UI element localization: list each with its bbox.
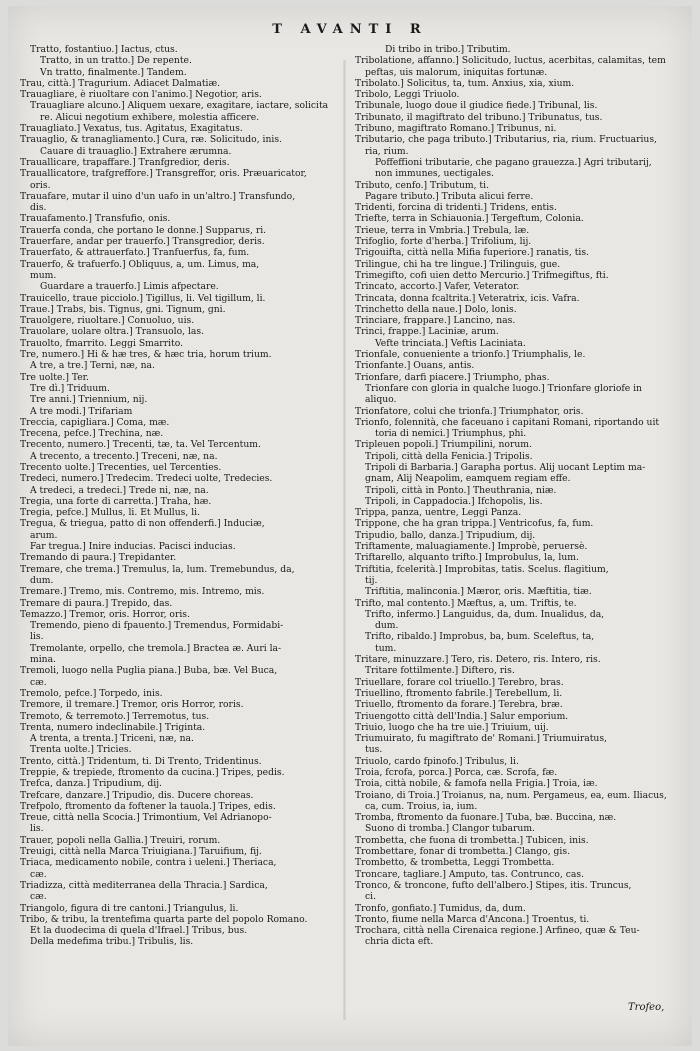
dictionary-line: Trecena, pefce.] Trechina, næ. — [20, 428, 164, 440]
dictionary-line: Triftitia, fcelerità.] Improbitas, tatis. Scelus. flagitium, — [355, 563, 609, 575]
dictionary-line: Tromba, ftromento da fuonare.] Tuba, bæ. Buccina, næ. — [355, 812, 617, 824]
dictionary-line: Triadizza, città mediterranea della Thracia.] Sardica, — [20, 879, 268, 891]
dictionary-line: Della medefima tribu.] Tribulis, lis. — [30, 936, 194, 948]
dictionary-line: Trombettare, fonar di trombetta.] Clango, gis. — [355, 846, 570, 858]
dictionary-line: Trombetto, & trombetta, Leggi Trombetta. — [355, 857, 555, 869]
dictionary-line: dis. — [30, 202, 47, 214]
dictionary-line: A trenta, a trenta.] Triceni, næ, na. — [30, 733, 194, 745]
dictionary-line: cæ. — [30, 676, 47, 688]
dictionary-line: Poffeffioni tributarie, che pagano grauezza.] Agri tributarij, — [375, 156, 652, 168]
dictionary-line: Trauerfa conda, che portano le donne.] Supparus, ri. — [20, 224, 267, 236]
dictionary-line: Trefpolo, ftromento da foftener la tauola.] Tripes, edis. — [20, 800, 276, 812]
dictionary-line: Temazzo.] Tremor, oris. Horror, oris. — [20, 608, 190, 620]
dictionary-line: Triuio, luogo che ha tre uie.] Triuium, uij. — [355, 721, 549, 733]
dictionary-line: Trauagliare, è riuoltare con l'animo.] Negotior, aris. — [20, 89, 262, 101]
dictionary-line: oris. — [30, 179, 51, 191]
dictionary-line: Trauagliato.] Vexatus, tus. Agitatus, Exagitatus. — [20, 123, 243, 135]
catchword: Trofeo, — [628, 1002, 665, 1013]
dictionary-line: Trauolare, uolare oltra.] Transuolo, las. — [20, 326, 205, 338]
dictionary-line: Triaca, medicamento nobile, contra i ueleni.] Theriaca, — [20, 857, 277, 869]
dictionary-line: Trauolgere, riuoltare.] Conuoluo, uis. — [20, 315, 195, 327]
dictionary-line: Trefcare, danzare.] Tripudio, dis. Ducere choreas. — [20, 789, 254, 801]
dictionary-line: Trionfare con gloria in qualche luogo.] Trionfare gloriofe in — [365, 382, 642, 394]
dictionary-line: Tripleuen popoli.] Triumpilini, norum. — [355, 439, 532, 451]
dictionary-line: dum. — [375, 620, 399, 632]
dictionary-line: Treuigi, città nella Marca Triuigiana.] Taruifium, fij. — [20, 846, 262, 858]
dictionary-line: Triumuirato, fu magiftrato de' Romani.] Triumuiratus, — [355, 733, 607, 745]
dictionary-line: Tremare, che trema.] Tremulus, la, lum. Tremebundus, da, — [20, 563, 295, 575]
dictionary-line: Trionfante.] Ouans, antis. — [355, 360, 475, 372]
dictionary-line: re. Alicui negotium exhibere, molestia afficere. — [40, 111, 260, 123]
dictionary-line: Tremoto, & terremoto.] Terremotus, tus. — [20, 710, 210, 722]
dictionary-line: Triuello, ftromento da forare.] Terebra, bræ. — [355, 699, 563, 711]
dictionary-line: Troncare, tagliare.] Amputo, tas. Contrunco, cas. — [355, 868, 585, 880]
dictionary-line: mina. — [30, 654, 56, 666]
dictionary-line: Troia, città nobile, & famofa nella Frigia.] Troia, iæ. — [355, 778, 598, 790]
right-column — [355, 44, 695, 948]
dictionary-line: Traue.] Trabs, bis. Tignus, gni. Tignum, gni. — [20, 303, 226, 315]
dictionary-line: Tributo, cenfo.] Tributum, ti. — [355, 179, 489, 191]
dictionary-line: Tribunale, luogo doue il giudice fiede.] Tribunal, lis. — [355, 100, 598, 112]
dictionary-line: Tronfo, gonfiato.] Tumidus, da, dum. — [355, 902, 526, 914]
dictionary-line: Trauerfo, & trafuerfo.] Obliquus, a, um. Limus, ma, — [20, 258, 260, 270]
dictionary-line: Tripoli di Barbaria.] Garapha portus. Alij uocant Leptim ma- — [365, 461, 646, 473]
dictionary-line: Troia, fcrofa, porca.] Porca, cæ. Scrofa, fæ. — [355, 767, 558, 778]
dictionary-line: Triftamente, maluagiamente.] Improbè, peruersè. — [355, 541, 588, 553]
dictionary-line: Trauerfare, andar per trauerfo.] Transgredior, deris. — [20, 236, 265, 248]
dictionary-line: Trifto, mal contento.] Mæftus, a, um. Triftis, te. — [355, 597, 577, 609]
dictionary-line: Trombetta, che fuona di trombetta.] Tubicen, inis. — [355, 834, 589, 846]
dictionary-line: Trenta, numero indeclinabile.] Triginta. — [20, 721, 206, 733]
dictionary-line: Vefte trinciata.] Veftis Laciniata. — [375, 337, 526, 349]
dictionary-line: arum. — [30, 529, 58, 541]
dictionary-line: Tripoli, in Cappadocia.] Ifchopolis, lis. — [365, 495, 543, 507]
dictionary-line: Trigouifta, città nella Mifia fuperiore.] ranatis, tis. — [355, 247, 589, 259]
dictionary-line: Trieue, terra in Vmbria.] Trebula, læ. — [355, 224, 530, 236]
dictionary-line: Tremendo, pieno di fpauento.] Tremendus, Formidabi- — [30, 620, 284, 632]
dictionary-line: ca, cum. Troius, ia, ium. — [365, 800, 478, 812]
dictionary-line: Trauer, popoli nella Gallia.] Treuiri, rorum. — [20, 834, 221, 846]
dictionary-line: Di tribo in tribo.] Tributim. — [385, 44, 511, 55]
dictionary-line: gnam, Alij Neapolim, eamquem regiam effe. — [365, 473, 571, 485]
dictionary-line: Tribunato, il magiftrato del tribuno.] Tribunatus, tus. — [355, 111, 603, 123]
dictionary-line: Tre anni.] Triennium, nij. — [30, 394, 148, 406]
dictionary-line: ci. — [365, 891, 377, 903]
dictionary-line: Tredeci, numero.] Tredecim. Tredeci uolte, Tredecies. — [20, 473, 273, 485]
dictionary-line: lis. — [30, 631, 44, 643]
dictionary-line: Tremore, il tremare.] Tremor, oris Horror, roris. — [20, 699, 244, 711]
dictionary-line: chria dicta eft. — [365, 936, 434, 948]
dictionary-line: cæ. — [30, 868, 47, 880]
dictionary-line: Tregia, pefce.] Mullus, li. Et Mullus, li. — [20, 507, 201, 519]
dictionary-line: Trifoglio, forte d'herba.] Trifolium, lij. — [355, 236, 532, 248]
dictionary-line: Tripoli, città in Ponto.] Theuthrania, niæ. — [365, 484, 557, 496]
dictionary-line: Trauafamento.] Transfufio, onis. — [20, 213, 171, 225]
dictionary-line: Trau, città.] Tragurium. Adiacet Dalmatiæ. — [20, 77, 221, 89]
dictionary-line: dum. — [30, 574, 54, 586]
dictionary-line: Tre dì.] Triduum. — [30, 382, 110, 394]
dictionary-line: Triefte, terra in Schiauonia.] Tergeftum, Colonia. — [355, 213, 584, 225]
dictionary-line: Suono di tromba.] Clangor tubarum. — [365, 823, 535, 835]
dictionary-line: Triuolo, cardo fpinofo.] Tribulus, li. — [355, 755, 519, 767]
dictionary-line: non immunes, uectigales. — [375, 168, 494, 180]
dictionary-line: Tritare fottilmente.] Diftero, ris. — [365, 665, 515, 677]
dictionary-line: Tratto, fostantiuo.] Iactus, ctus. — [30, 44, 178, 55]
dictionary-line: Tregia, una forte di carretta.] Traha, hæ. — [20, 495, 212, 507]
dictionary-line: Tritare, minuzzare.] Tero, ris. Detero, ris. Intero, ris. — [355, 654, 601, 666]
dictionary-line: Trochara, città nella Cirenaica regione.] Arfineo, quæ & Teu- — [355, 925, 640, 937]
dictionary-line: Tremare di paura.] Trepido, das. — [20, 597, 173, 609]
dictionary-line: Trauolto, fmarrito. Leggi Smarrito. — [20, 337, 184, 349]
dictionary-line: aliquo. — [365, 394, 397, 406]
dictionary-line: Trauafare, mutar il uino d'un uafo in un'altro.] Transfundo, — [20, 190, 296, 202]
dictionary-line: Tribo, & tribu, la trentefima quarta parte del popolo Romano. — [20, 913, 308, 925]
dictionary-line: Trento, città.] Tridentum, ti. Di Trento, Tridentinus. — [20, 755, 262, 767]
dictionary-line: Tridenti, forcina di tridenti.] Tridens, entis. — [355, 202, 557, 214]
dictionary-line: toria di nemici.] Triumphus, phi. — [375, 428, 527, 440]
dictionary-line: Cauare di trauaglio.] Extrahere ærumna. — [40, 145, 232, 157]
dictionary-line: Trincato, accorto.] Vafer, Veterator. — [355, 281, 520, 293]
dictionary-line: Tripoli, città della Fenicia.] Tripolis. — [365, 450, 533, 462]
dictionary-line: A trecento, a trecento.] Treceni, næ, na. — [30, 450, 218, 462]
dictionary-line: Troiano, di Troia.] Troianus, na, num. Pergameus, ea, eum. Iliacus, — [355, 789, 667, 801]
dictionary-line: Tremare.] Tremo, mis. Contremo, mis. Intremo, mis. — [20, 586, 265, 598]
dictionary-line: Tratto, in un tratto.] De repente. — [40, 55, 192, 67]
dictionary-line: Et la duodecima di quela d'Ifrael.] Tribus, bus. — [30, 925, 248, 937]
dictionary-line: Trippa, panza, uentre, Leggi Panza. — [355, 507, 522, 519]
dictionary-line: Tribuno, magiftrato Romano.] Tribunus, ni. — [355, 123, 557, 135]
dictionary-line: cæ. — [30, 891, 47, 903]
dictionary-line: Tre, numero.] Hi & hæ tres, & hæc tria, horum trium. — [20, 349, 272, 361]
dictionary-line: Triangolo, figura di tre cantoni.] Triangulus, li. — [20, 902, 239, 914]
dictionary-line: Trecento uolte.] Trecenties, uel Tercenties. — [20, 461, 222, 473]
dictionary-line: Trippone, che ha gran trippa.] Ventricofus, fa, fum. — [355, 518, 594, 530]
dictionary-line: Trinciare, frappare.] Lancino, nas. — [355, 315, 516, 327]
dictionary-line: Trinci, frappe.] Laciniæ, arum. — [355, 326, 499, 338]
dictionary-line: Trauaglio, & tranagliamento.] Cura, ræ. Solicitudo, inis. — [20, 134, 282, 146]
dictionary-line: Treppie, & trepiede, ftromento da cucina.] Tripes, pedis. — [20, 767, 285, 778]
dictionary-line: Far tregua.] Inire inducias. Pacisci inducias. — [30, 541, 236, 553]
dictionary-line: Trauagliare alcuno.] Aliquem uexare, exagitare, iactare, solicita — [30, 100, 329, 112]
running-header: T AVANTI R — [272, 22, 428, 37]
dictionary-line: Tremoli, luogo nella Puglia piana.] Buba, bæ. Vel Buca, — [20, 665, 278, 677]
dictionary-line: Tremando di paura.] Trepidanter. — [20, 552, 177, 564]
dictionary-line: A tredeci, a tredeci.] Trede ni, næ, na. — [30, 484, 209, 496]
dictionary-line: Trionfare, darfi piacere.] Triumpho, phas. — [355, 371, 550, 383]
dictionary-line: Treue, città nella Scocia.] Trimontium, Vel Adrianopo- — [20, 812, 272, 824]
dictionary-line: lis. — [30, 823, 44, 835]
dictionary-line: Trauerfato, & attrauerfato.] Tranfuerfus, fa, fum. — [20, 247, 250, 259]
dictionary-line: Tregua, & triegua, patto di non offenderfi.] Induciæ, — [20, 518, 265, 530]
dictionary-line: A tre modi.] Trifariam — [30, 405, 133, 417]
dictionary-line: Tribolo, Leggi Triuolo. — [355, 89, 460, 101]
dictionary-line: Tronto, fiume nella Marca d'Ancona.] Troentus, ti. — [355, 913, 590, 925]
dictionary-line: Triuellino, ftromento fabrile.] Terebellum, li. — [355, 687, 563, 699]
dictionary-line: mum. — [30, 269, 57, 281]
dictionary-line: Trauallicatore, trafgreffore.] Transgreffor, oris. Præuaricator, — [20, 168, 307, 180]
dictionary-line: Trimegifto, cofi uien detto Mercurio.] Trifmegiftus, fti. — [355, 269, 609, 281]
dictionary-line: tus. — [365, 744, 383, 756]
dictionary-line: Trifto, ribaldo.] Improbus, ba, bum. Sceleftus, ta, — [365, 631, 595, 643]
dictionary-line: Trionfale, conueniente a trionfo.] Triumphalis, le. — [355, 349, 586, 361]
dictionary-line: Tribolatione, affanno.] Solicitudo, luctus, acerbitas, calamitas, tem — [355, 55, 666, 67]
dictionary-line: Trionfo, folennità, che faceuano i capitani Romani, riportando uit — [355, 416, 660, 428]
dictionary-line: Tremolante, orpello, che tremola.] Bractea æ. Auri la- — [30, 642, 282, 654]
dictionary-line: Trenta uolte.] Tricies. — [30, 744, 132, 756]
dictionary-line: Triftitia, malinconia.] Mæror, oris. Mæftitia, tiæ. — [365, 586, 592, 598]
dictionary-line: Tre uolte.] Ter. — [20, 371, 89, 383]
left-column — [20, 44, 348, 948]
dictionary-line: Pagare tributo.] Tributa alicui ferre. — [365, 190, 534, 202]
dictionary-line: tum. — [375, 642, 397, 654]
dictionary-line: Trauallicare, trapaffare.] Tranfgredior, deris. — [20, 156, 230, 168]
dictionary-line: Triuengotto città dell'India.] Salur emporium. — [355, 710, 569, 722]
dictionary-line: Trinchetto della naue.] Dolo, lonis. — [355, 303, 517, 315]
dictionary-line: Trionfatore, colui che trionfa.] Triumphator, oris. — [355, 405, 584, 417]
dictionary-line: Triftarello, alquanto trifto.] Improbulus, la, lum. — [355, 552, 579, 564]
dictionary-line: peftas, uis malorum, iniquitas fortunæ. — [365, 66, 548, 78]
dictionary-line: Tronco, & troncone, fufto dell'albero.] Stipes, itis. Truncus, — [355, 879, 632, 891]
dictionary-line: Trefca, danza.] Tripudium, dij. — [20, 778, 162, 790]
dictionary-line: Tremolo, pefce.] Torpedo, inis. — [20, 687, 163, 699]
dictionary-line: Triuellare, forare col triuello.] Terebro, bras. — [355, 676, 564, 688]
dictionary-line: Trecento, numero.] Trecenti, tæ, ta. Vel Tercentum. — [20, 439, 261, 451]
dictionary-line: Trifto, infermo.] Languidus, da, dum. Inualidus, da, — [365, 608, 605, 620]
dictionary-line: Tributario, che paga tributo.] Tributarius, ria, rium. Fructuarius, — [355, 134, 657, 146]
dictionary-line: Guardare a trauerfo.] Limis afpectare. — [40, 281, 219, 293]
dictionary-line: tij. — [365, 574, 378, 586]
dictionary-line: Trilingue, chi ha tre lingue.] Trilinguis, gue. — [355, 258, 561, 270]
dictionary-line: Trincata, donna fcaltrita.] Veteratrix, icis. Vafra. — [355, 292, 580, 304]
dictionary-line: A tre, a tre.] Terni, næ, na. — [30, 360, 155, 372]
dictionary-line: Treccia, capigliara.] Coma, mæ. — [20, 416, 170, 428]
dictionary-line: Vn tratto, finalmente.] Tandem. — [40, 66, 187, 78]
dictionary-line: Tripudio, ballo, danza.] Tripudium, dij. — [355, 529, 536, 541]
dictionary-line: Tribolato.] Solicitus, ta, tum. Anxius, xia, xium. — [355, 77, 575, 89]
dictionary-line: ria, rium. — [365, 145, 409, 157]
dictionary-line: Trauicello, traue picciolo.] Tigillus, li. Vel tigillum, li. — [20, 292, 266, 304]
